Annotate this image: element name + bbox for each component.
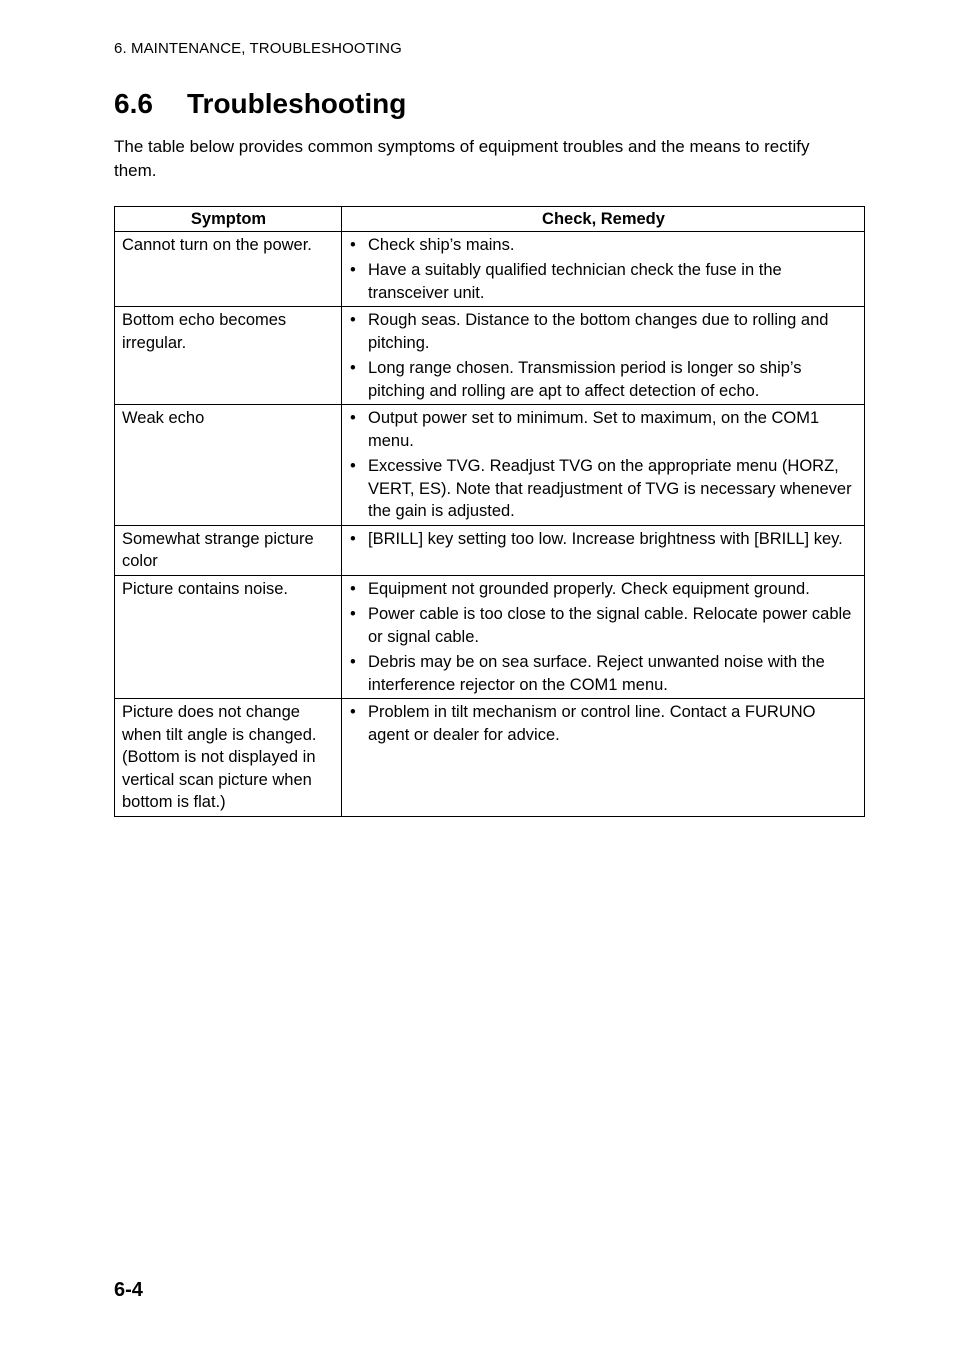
remedy-cell — [342, 231, 865, 307]
remedy-list — [349, 578, 858, 697]
remedy-item — [349, 234, 858, 257]
remedy-text: Output power set to minimum. Set to maximum, on the COM1 menu. — [368, 409, 820, 450]
intro-paragraph: The table below provides common symptoms of equipment troubles and the means to rectify them. — [114, 137, 810, 180]
remedy-list — [349, 701, 858, 746]
remedy-cell — [342, 575, 865, 699]
remedy-text: Excessive TVG. Readjust TVG on the appropriate menu (HORZ, VERT, ES). Note that readjustment of TVG is necessary whenever the gain is adjusted. — [368, 457, 852, 520]
remedy-list — [349, 407, 858, 523]
table-row — [115, 307, 865, 405]
troubleshooting-table — [114, 206, 865, 817]
table-row — [115, 231, 865, 307]
remedy-cell — [342, 405, 865, 526]
remedy-text: Problem in tilt mechanism or control line. Contact a FURUNO agent or dealer for advice. — [368, 703, 816, 744]
remedy-item — [349, 603, 858, 648]
bullet-icon: • — [350, 409, 356, 427]
symptom-cell: Bottom echo becomes irregular. — [115, 307, 342, 405]
remedy-text: Debris may be on sea surface. Reject unwanted noise with the interference rejector on the COM1 menu. — [368, 653, 825, 694]
remedy-cell — [342, 525, 865, 575]
remedy-text: Long range chosen. Transmission period is longer so ship’s pitching and rolling are apt to affect detection of echo. — [368, 359, 802, 400]
bullet-icon: • — [350, 579, 356, 598]
remedy-item — [349, 701, 858, 746]
remedy-item — [349, 578, 858, 601]
table-row — [115, 405, 865, 526]
table-row — [115, 575, 865, 699]
remedy-list — [349, 234, 858, 305]
bullet-icon: • — [350, 653, 356, 671]
bullet-icon: • — [350, 359, 356, 377]
table-row — [115, 525, 865, 575]
bullet-icon: • — [350, 311, 356, 329]
table-header-row — [115, 207, 865, 232]
table-row — [115, 699, 865, 817]
remedy-item — [349, 259, 858, 304]
symptom-cell: Weak echo — [115, 405, 342, 526]
section-title — [114, 88, 406, 120]
bullet-icon: • — [350, 457, 356, 475]
remedy-list — [349, 528, 858, 551]
remedy-item — [349, 651, 858, 696]
remedy-cell — [342, 307, 865, 405]
remedy-item — [349, 407, 858, 452]
remedy-item — [349, 455, 858, 523]
remedy-text: Have a suitably qualified technician check the fuse in the transceiver unit. — [368, 261, 782, 302]
bullet-icon: • — [350, 235, 356, 254]
section-number: 6.6 — [114, 88, 153, 119]
remedy-text: [BRILL] key setting too low. Increase brightness with [BRILL] key. — [368, 529, 843, 548]
symptom-cell: Somewhat strange picture color — [115, 525, 342, 575]
column-header-remedy: Check, Remedy — [342, 207, 865, 232]
bullet-icon: • — [350, 605, 356, 623]
symptom-cell: Picture contains noise. — [115, 575, 342, 699]
column-header-symptom: Symptom — [115, 207, 342, 232]
remedy-text: Equipment not grounded properly. Check equipment ground. — [368, 579, 810, 598]
table-body — [115, 231, 865, 816]
symptom-cell: Cannot turn on the power. — [115, 231, 342, 307]
bullet-icon: • — [350, 529, 356, 548]
symptom-cell: Picture does not change when tilt angle is changed. (Bottom is not displayed in vertical scan picture when bottom is flat.) — [115, 699, 342, 817]
remedy-text: Check ship’s mains. — [368, 235, 515, 254]
bullet-icon: • — [350, 703, 356, 721]
remedy-item — [349, 528, 858, 551]
remedy-text: Rough seas. Distance to the bottom changes due to rolling and pitching. — [368, 311, 829, 352]
section-title-text: Troubleshooting — [187, 88, 407, 119]
remedy-item — [349, 309, 858, 354]
page-number: 6-4 — [114, 1279, 143, 1301]
bullet-icon: • — [350, 261, 356, 279]
remedy-text: Power cable is too close to the signal cable. Relocate power cable or signal cable. — [368, 605, 852, 646]
running-header: 6. MAINTENANCE, TROUBLESHOOTING — [114, 40, 402, 57]
remedy-cell — [342, 699, 865, 817]
remedy-list — [349, 309, 858, 402]
remedy-item — [349, 357, 858, 402]
